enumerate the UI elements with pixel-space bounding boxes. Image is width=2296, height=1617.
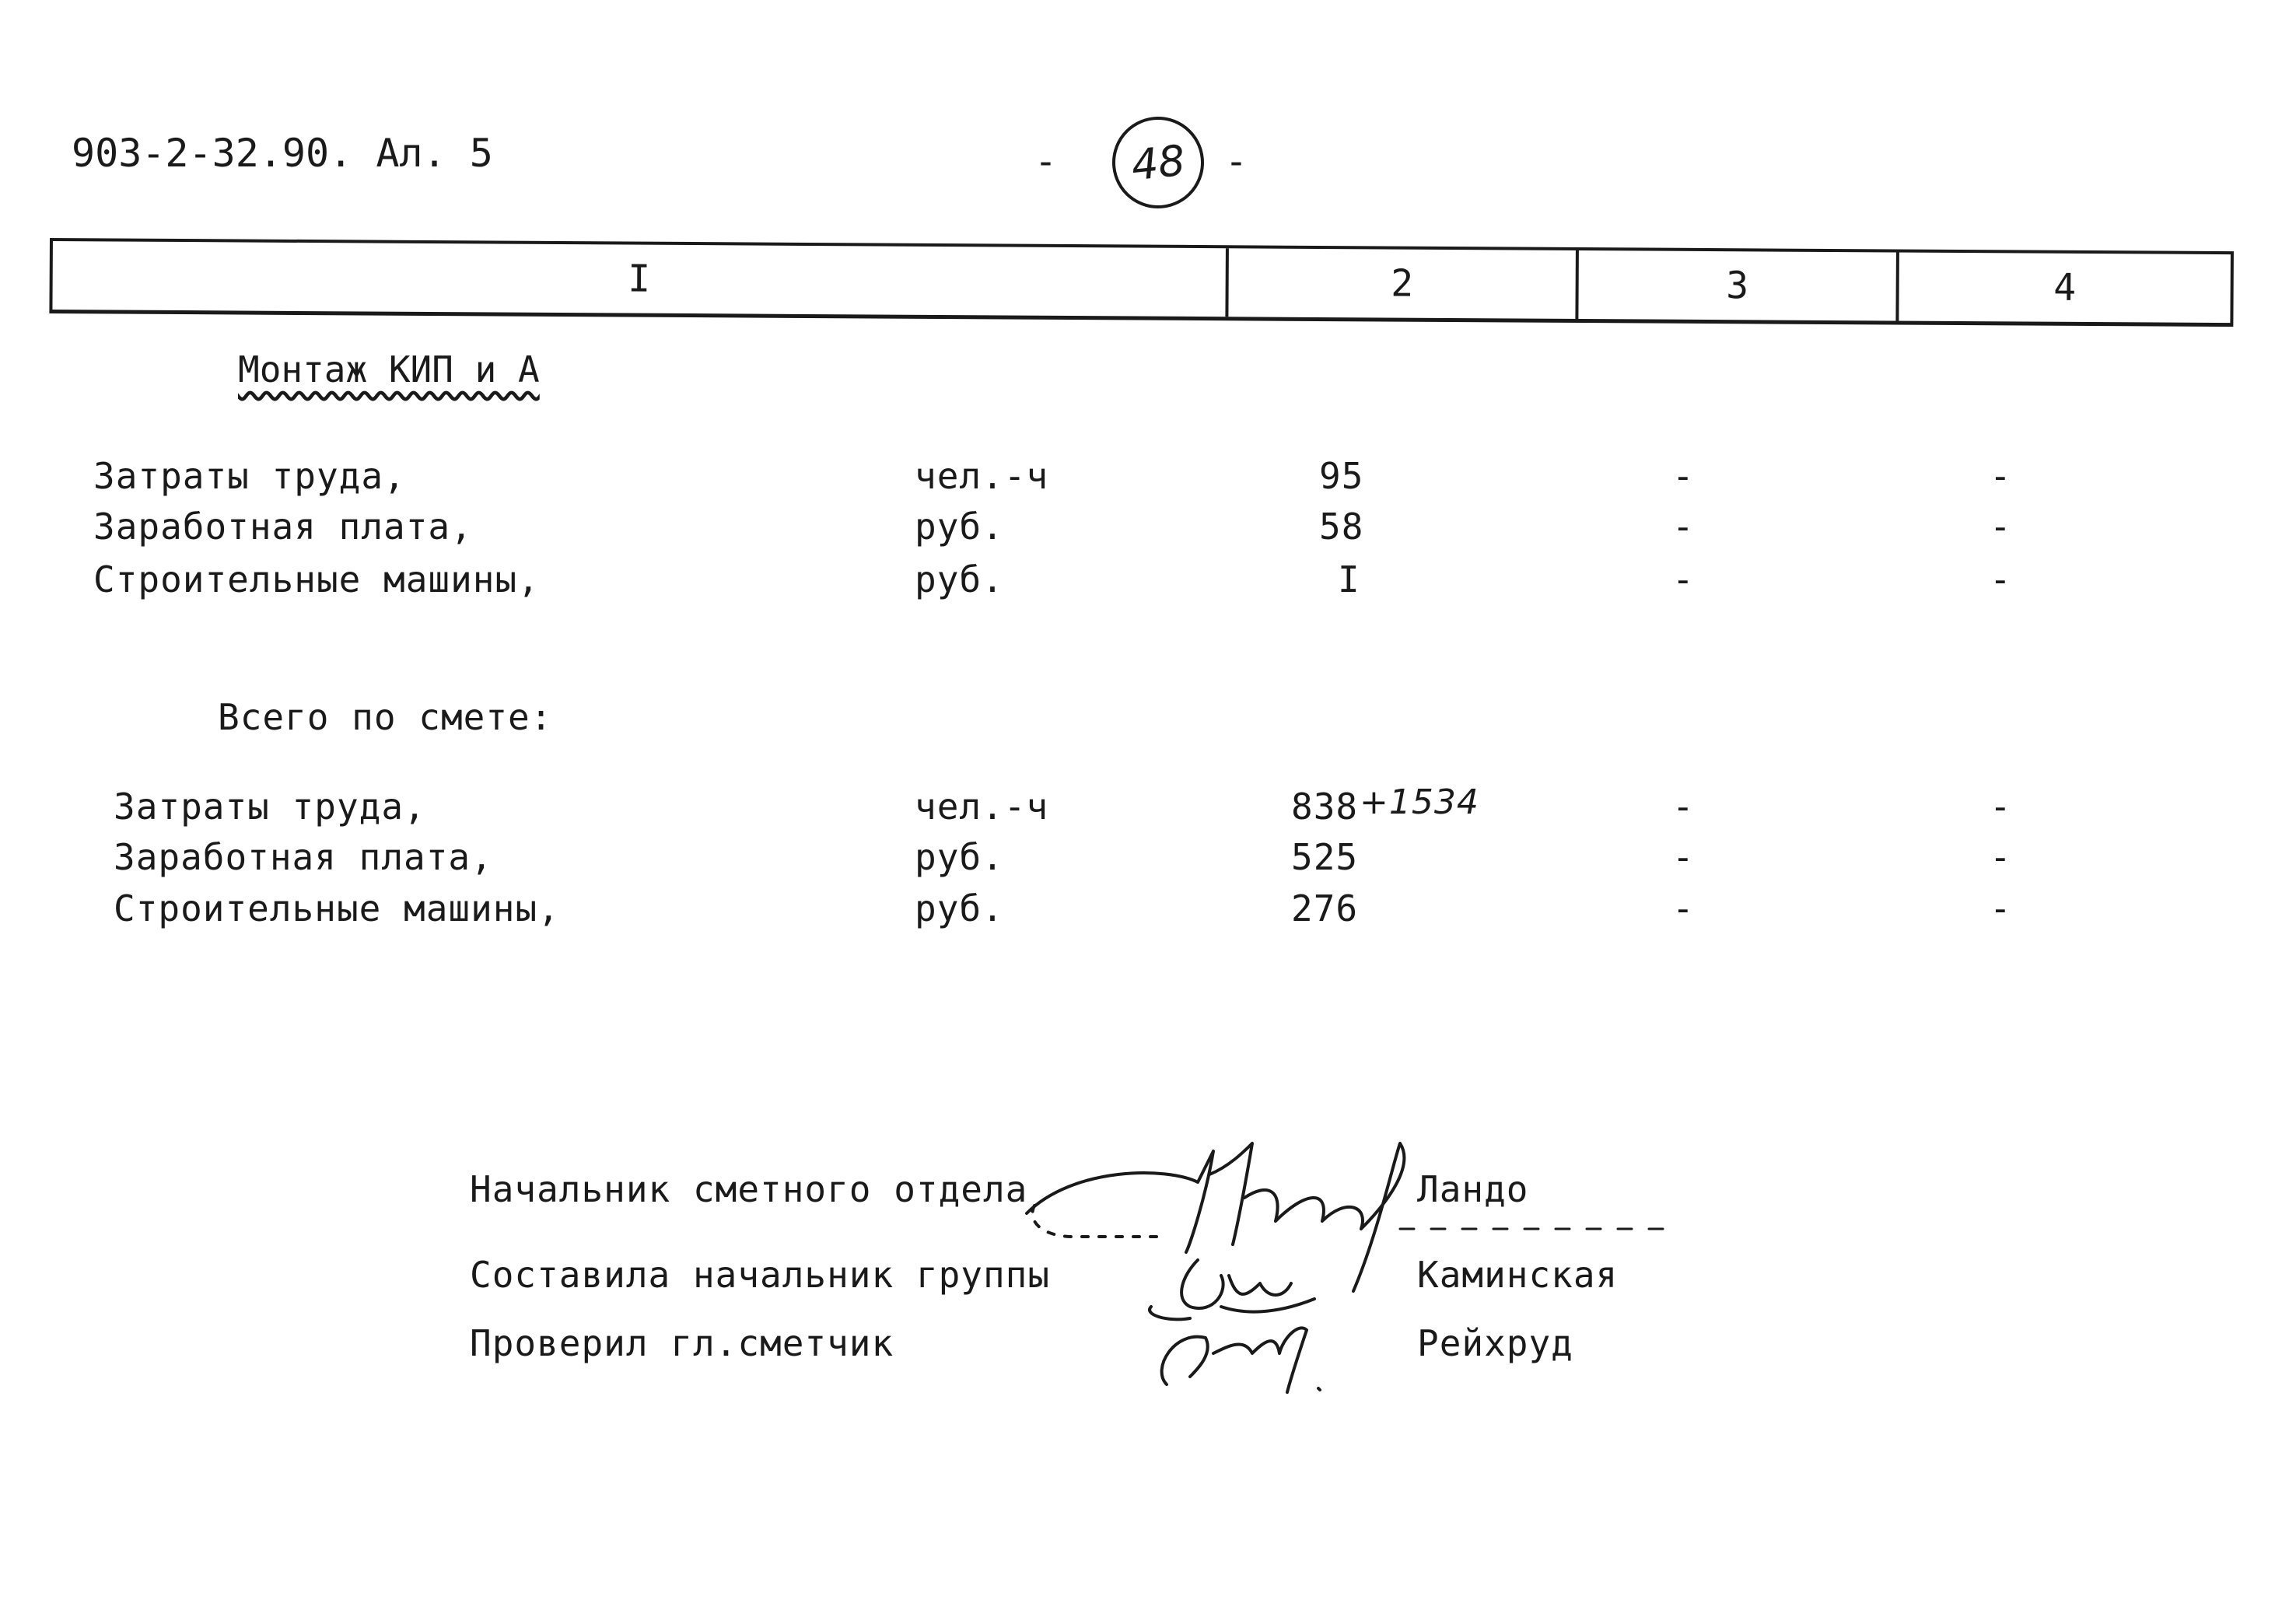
page-dash-right: - — [1225, 140, 1248, 184]
column-header-4: 4 — [1895, 253, 2231, 324]
row-value-col4: - — [1990, 455, 2012, 497]
section-heading: Монтаж КИП и А — [238, 348, 540, 390]
totals-row-labor — [0, 782, 2296, 832]
section-row-wages — [0, 506, 2296, 552]
row-value-col4: - — [1990, 558, 2012, 600]
row-value-col2-handwritten-note: +1534 — [1360, 782, 1479, 822]
row-value-col4: - — [1990, 887, 2012, 929]
row-value-col2: 95 — [1319, 455, 1364, 497]
row-value-col3: - — [1672, 558, 1695, 600]
row-value-col4: - — [1990, 836, 2012, 878]
row-value-col4: - — [1990, 506, 2012, 548]
handwritten-signatures — [1011, 1120, 1711, 1400]
section-row-machines — [0, 558, 2296, 605]
page-dash-left: - — [1034, 140, 1057, 184]
row-value-col4: - — [1990, 786, 2012, 828]
row-unit: чел.-ч — [915, 786, 1049, 828]
row-label: Затраты труда, — [114, 786, 426, 828]
totals-heading: Всего по смете: — [218, 696, 553, 738]
row-unit: чел.-ч — [915, 455, 1049, 497]
row-unit: руб. — [915, 836, 1004, 878]
row-label: Затраты труда, — [93, 455, 406, 497]
column-header-1: I — [628, 257, 651, 301]
column-header-table — [49, 238, 2234, 327]
row-value-col2: 58 — [1319, 506, 1364, 548]
row-value-col3: - — [1672, 455, 1695, 497]
totals-row-machines — [0, 887, 2296, 934]
signature-role-1: Начальник сметного отдела — [470, 1168, 1028, 1210]
signature-name-1: Ландо — [1417, 1168, 1529, 1210]
row-label: Заработная плата, — [114, 836, 493, 878]
row-value-col3: - — [1672, 506, 1695, 548]
row-value-col3: - — [1672, 887, 1695, 929]
page-number: 48 — [1108, 112, 1209, 213]
totals-row-wages — [0, 836, 2296, 883]
column-header-3: 3 — [1575, 250, 1896, 321]
signature-name-2: Каминская — [1417, 1254, 1619, 1296]
page-number-block — [1034, 117, 1252, 194]
row-label: Заработная плата, — [93, 506, 473, 548]
row-value-col3: - — [1672, 786, 1695, 828]
row-unit: руб. — [915, 558, 1004, 600]
signature-role-3: Проверил гл.сметчик — [470, 1322, 894, 1364]
column-header-2: 2 — [1225, 248, 1576, 319]
row-value-col2: 525 — [1291, 836, 1359, 878]
document-code: 903-2-32.90. Ал. 5 — [72, 131, 493, 176]
row-label: Строительные машины, — [114, 887, 560, 929]
row-value-col2: I — [1338, 558, 1360, 600]
section-row-labor — [0, 455, 2296, 502]
row-value-col2: 838 — [1291, 786, 1359, 828]
row-value-col2: 276 — [1291, 887, 1359, 929]
signature-role-2: Составила начальник группы — [470, 1254, 1051, 1296]
row-unit: руб. — [915, 887, 1004, 929]
row-label: Строительные машины, — [93, 558, 540, 600]
signature-name-3: Рейхруд — [1417, 1322, 1573, 1364]
row-unit: руб. — [915, 506, 1004, 548]
row-value-col3: - — [1672, 836, 1695, 878]
